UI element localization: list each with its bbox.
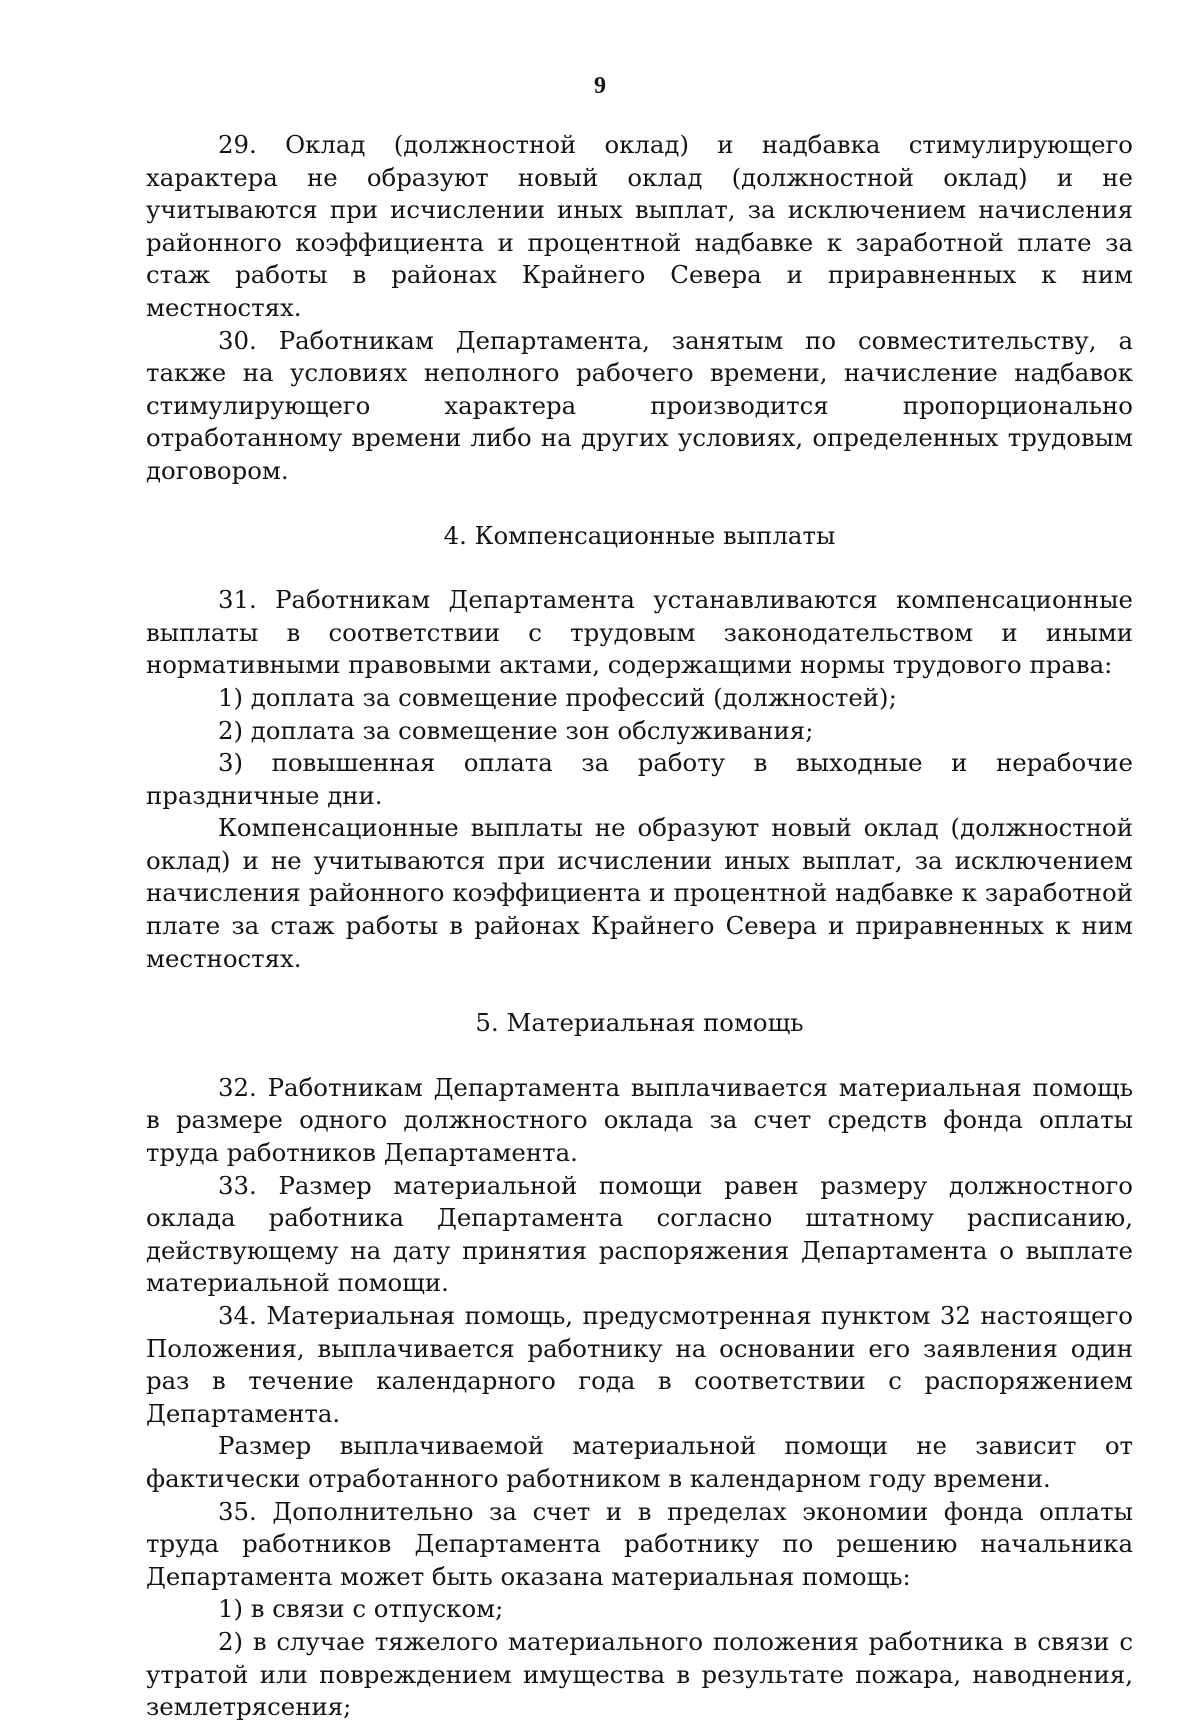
paragraph-31-item-1: 1) доплата за совмещение профессий (должностей); — [218, 682, 897, 712]
paragraph-33: 33. Размер материальной помощи равен размеру должностного оклада работника Департамента согласно штатному расписанию, действующему на дату принятия распоряжения Департамента о выплате материальной помощи. — [146, 1170, 1133, 1298]
section-heading-5: 5. Материальная помощь — [475, 1008, 804, 1038]
document-body — [146, 129, 1133, 1724]
paragraph-32: 32. Работникам Департамента выплачивается материальная помощь в размере одного должностного оклада за счет средств фонда оплаты труда работников Департамента. — [146, 1072, 1133, 1168]
paragraph-35-item-2: 2) в случае тяжелого материального положения работника в связи с утратой или повреждением имущества в результате пожара, наводнения, землетрясения; — [146, 1626, 1133, 1722]
page-number: 9 — [594, 73, 606, 99]
section-heading-4: 4. Компенсационные выплаты — [443, 520, 836, 550]
paragraph-31-item-2: 2) доплата за совмещение зон обслуживания; — [218, 715, 814, 745]
paragraph-31: 31. Работникам Департамента устанавливаются компенсационные выплаты в соответствии с трудовым законодательством и иными нормативными правовыми актами, содержащими нормы трудового права: — [146, 585, 1133, 680]
paragraph-34-note: Размер выплачиваемой материальной помощи не зависит от фактически отработанного работником в календарном году времени. — [146, 1431, 1133, 1493]
paragraph-29: 29. Оклад (должностной оклад) и надбавка стимулирующего характера не образуют новый оклад (должностной оклад) и не учитываются при исчислении иных выплат, за исключением начисления районного коэффициента и процентной надбавке к заработной плате за стаж работы в районах Крайнего Севера и приравненных к ним местностях. — [146, 130, 1133, 322]
paragraph-31-note: Компенсационные выплаты не образуют новый оклад (должностной оклад) и не учитываются при исчислении иных выплат, за исключением начисления районного коэффициента и процентной надбавке к заработной плате за стаж работы в районах Крайнего Севера и приравненных к ним местностях. — [146, 813, 1133, 973]
paragraph-30: 30. Работникам Департамента, занятым по совместительству, а также на условиях неполного рабочего времени, начисление надбавок стимулирующего характера производится пропорционально отработанному времени либо на других условиях, определенных трудовым договором. — [146, 325, 1133, 485]
paragraph-35: 35. Дополнительно за счет и в пределах экономии фонда оплаты труда работников Департамента работнику по решению начальника Департамента может быть оказана материальная помощь: — [146, 1496, 1133, 1591]
paragraph-34: 34. Материальная помощь, предусмотренная пунктом 32 настоящего Положения, выплачивается работнику на основании его заявления один раз в течение календарного года в соответствии с распоряжением Департамента. — [146, 1301, 1133, 1428]
paragraph-35-item-1: 1) в связи с отпуском; — [218, 1594, 504, 1624]
paragraph-31-item-3: 3) повышенная оплата за работу в выходные и нерабочие праздничные дни. — [146, 748, 1133, 810]
